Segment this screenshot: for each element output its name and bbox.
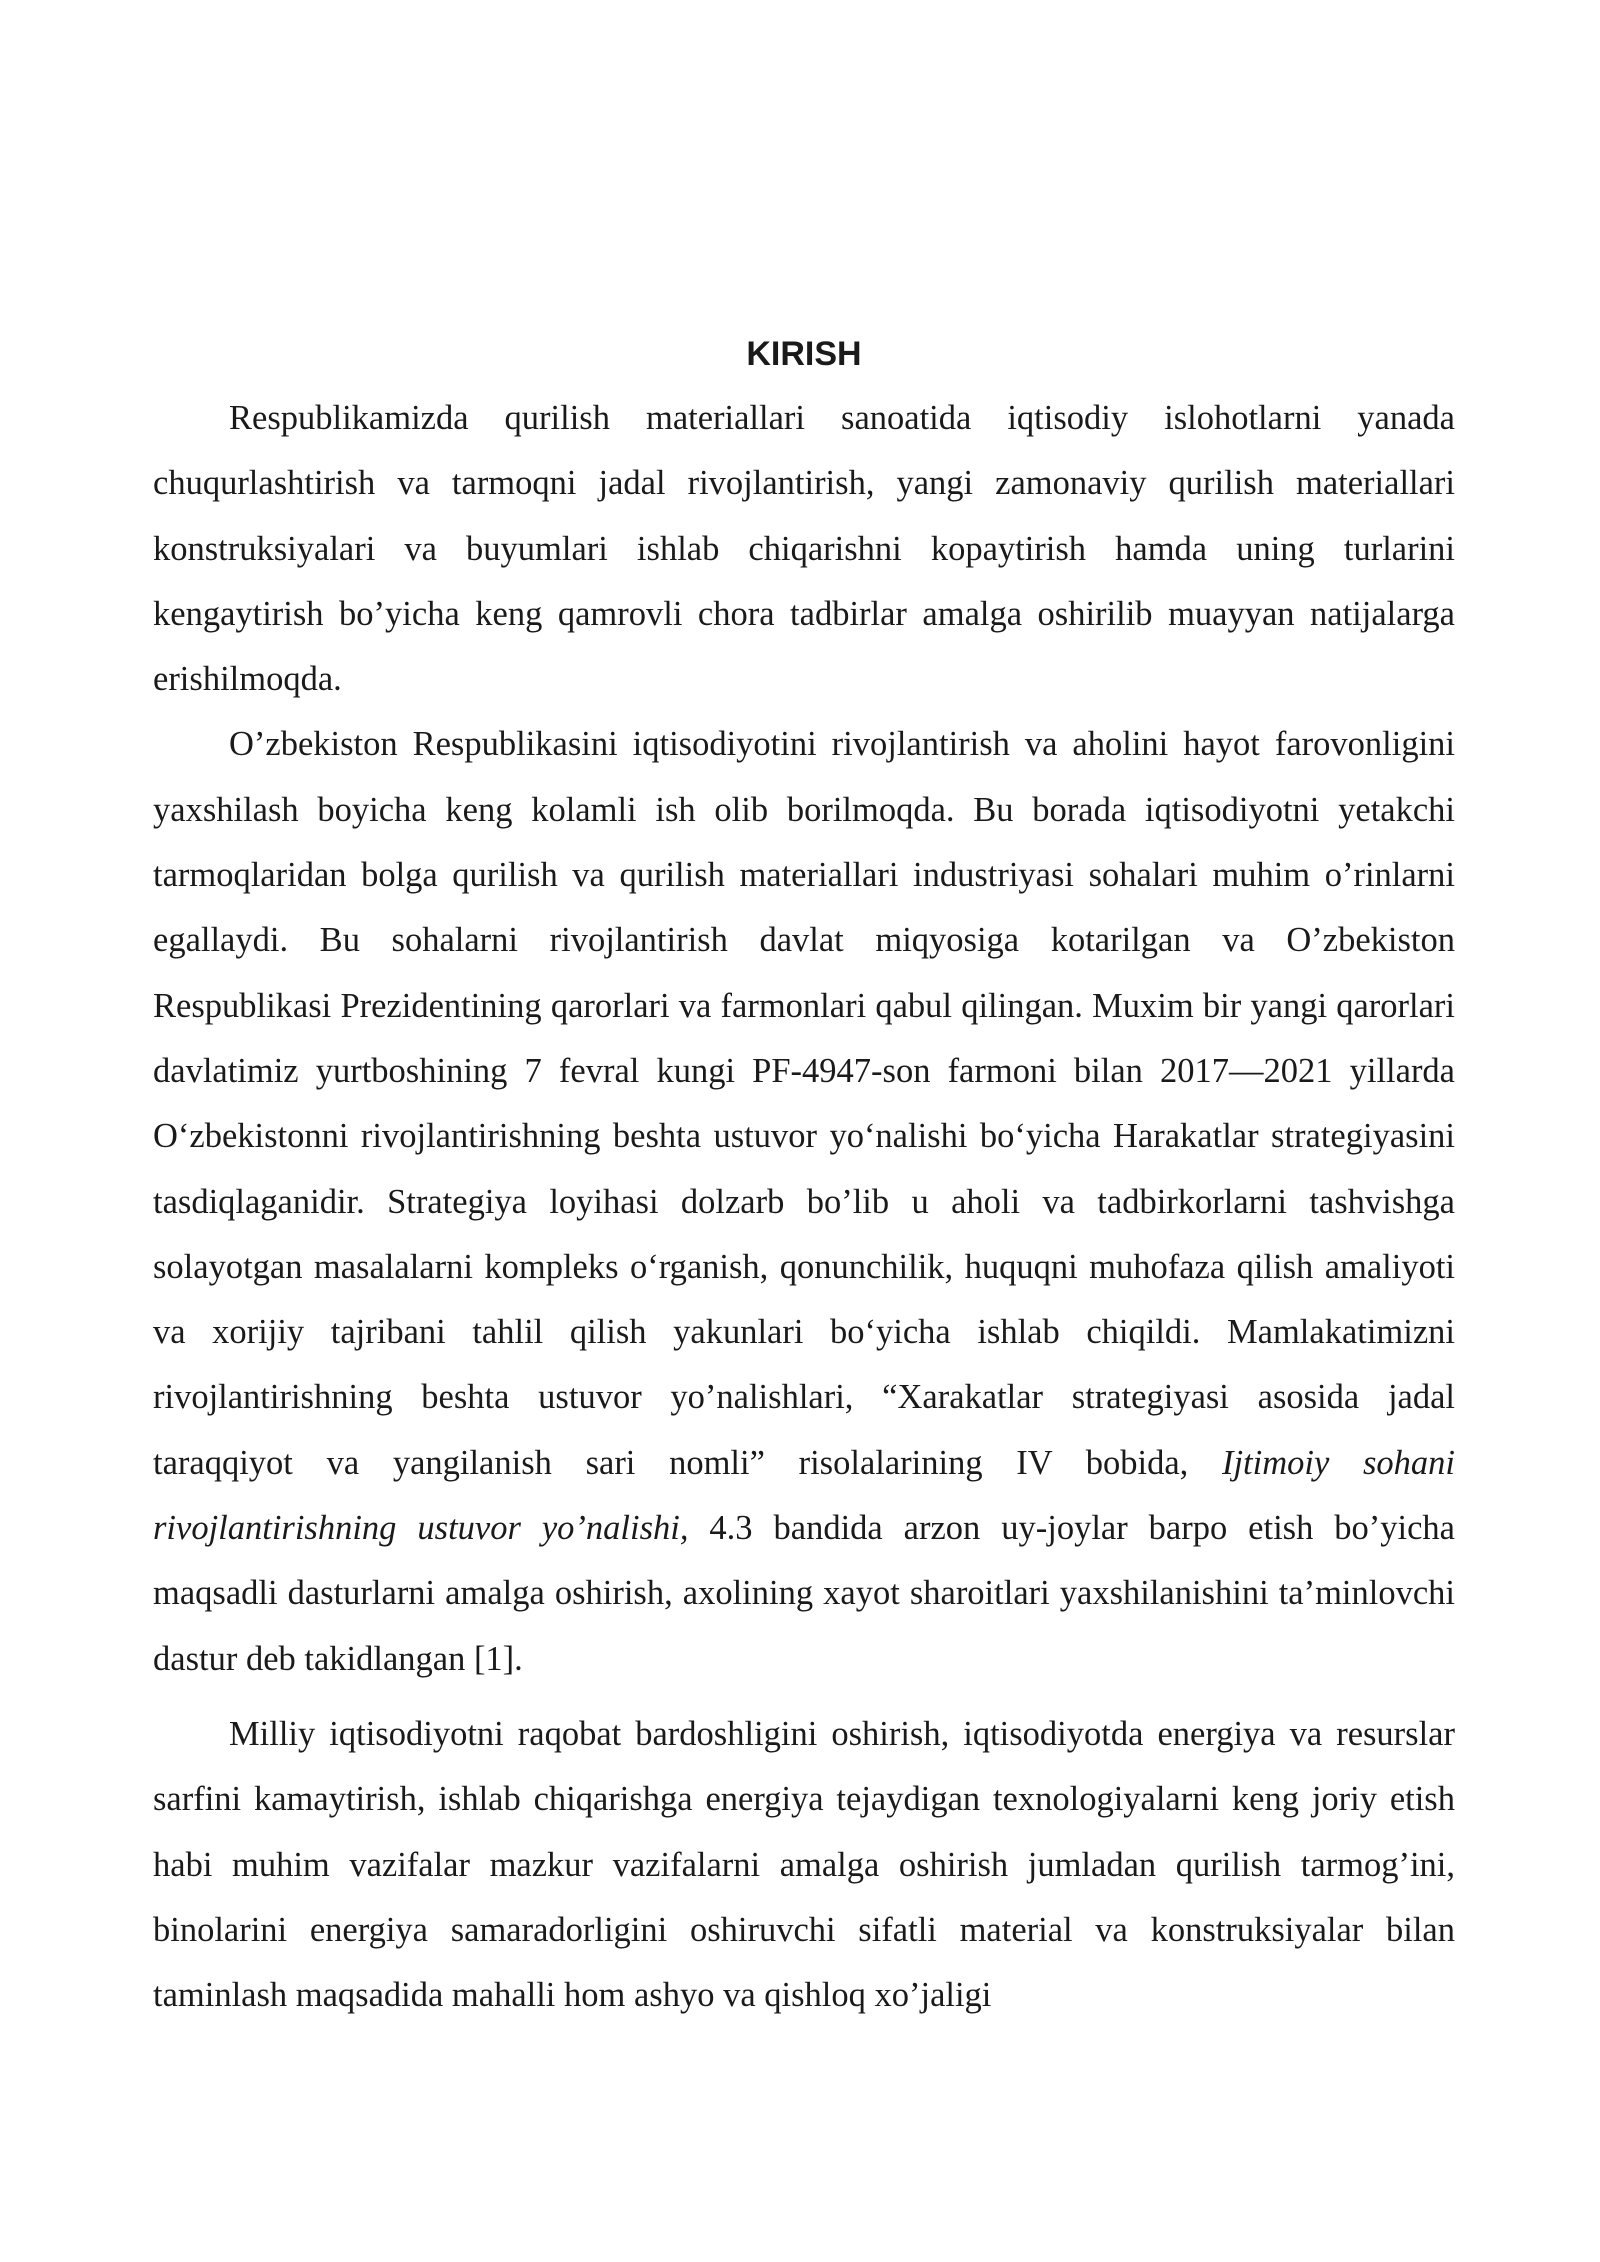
paragraph-intro: Respublikamizda qurilish materiallari sanoatida iqtisodiy islohotlarni yanada chuqurlashtirish va tarmoqni jadal rivojlantirish, yangi zamonaviy qurilish materiallari konstruksiyalari va buyumlari ishlab chiqarishni kopaytirish hamda uning turlarini kengaytirish bo’yicha keng qamrovli chora tadbirlar amalga oshirilib muayyan natijalarga erishilmoqda. [153, 399, 1455, 699]
paragraph-strategy [153, 712, 1455, 1691]
paragraph-economy: Milliy iqtisodiyotni raqobat bardoshligini oshirish, iqtisodiyotda energiya va resurslar sarfini kamaytirish, ishlab chiqarishga energiya tejaydigan texnologiyalarni keng joriy etish habi muhim vazifalar mazkur vazifalarni amalga oshirish jumladan qurilish tarmog’ini, binolarini energiya samaradorligini oshiruvchi sifatli material va konstruksiyalar bilan taminlash maqsadida mahalli hom ashyo va qishloq xo’jaligi [153, 1714, 1455, 2015]
paragraph-strategy-italic-title: Ijtimoiy sohani rivojlantirishning ustuvor yo’nalishi, [153, 1443, 1455, 1548]
section-heading: KIRISH [746, 335, 862, 373]
paragraph-strategy-text-end: 4.3 bandida arzon uy-joylar barpo etish bo’yicha maqsadli dasturlarni amalga oshirish, axolining xayot sharoitlari yaxshilanishini ta’minlovchi dastur deb takidlangan [1]. [153, 1509, 1455, 1678]
document-body [153, 330, 1455, 2028]
paragraph-strategy-text-start: O’zbekiston Respublikasini iqtisodiyotini rivojlantirish va aholini hayot farovonligini yaxshilash boyicha keng kolamli ish olib borilmoqda. Bu borada iqtisodiyotni yetakchi tarmoqlaridan bolga qurilish va qurilish materiallari industriyasi sohalari muhim o’rinlarni egallaydi. Bu sohalarni rivojlantirish davlat miqyosiga kotarilgan va O’zbekiston Respublikasi Prezidentining qarorlari va farmonlari qabul qilingan. Muxim bir yangi qarorlari davlatimiz yurtboshining 7 fevral kungi PF-4947-son farmoni bilan 2017—2021 yillarda O‘zbekistonni rivojlantirishning beshta ustuvor yo‘nalishi bo‘yicha Harakatlar strategiyasini tasdiqlaganidir. Strategiya loyihasi dolzarb bo’lib u aholi va tadbirkorlarni tashvishga solayotgan masalalarni kompleks o‘rganish, qonunchilik, huquqni muhofaza qilish amaliyoti va xorijiy tajribani tahlil qilish yakunlari bo‘yicha ishlab chiqildi. Mamlakatimizni rivojlantirishning beshta ustuvor yo’nalishlari, “Xarakatlar strategiyasi asosida jadal taraqqiyot va yangilanish sari nomli” risolalarining IV bobida, [153, 725, 1455, 1482]
